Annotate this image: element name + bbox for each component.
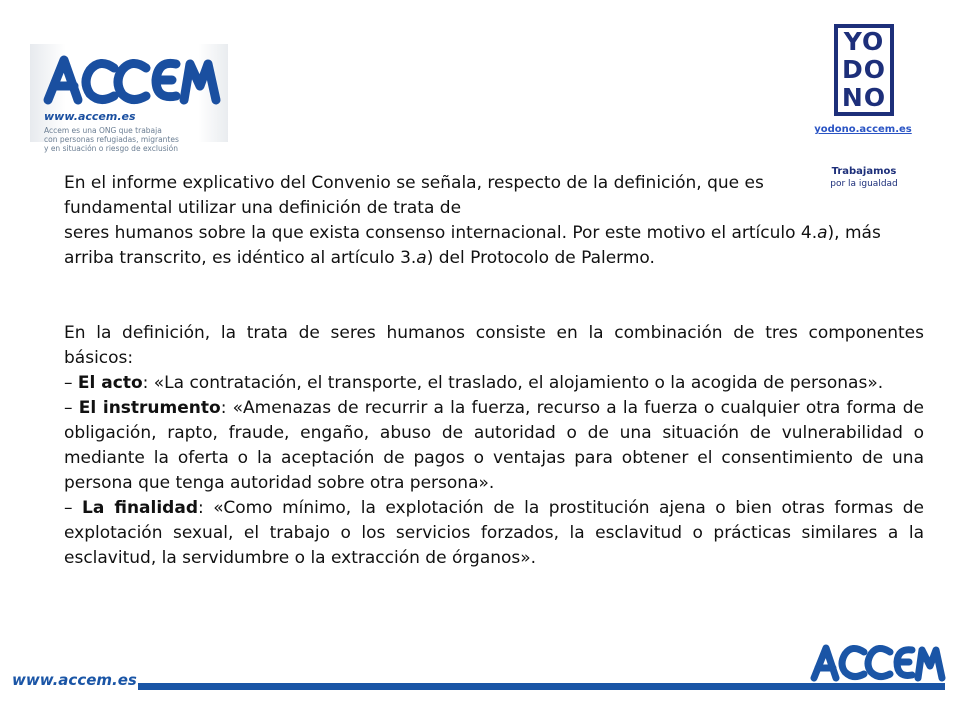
list-item-text: : «La contratación, el transporte, el traslado, el alojamiento o la acogida de personas». bbox=[142, 373, 884, 393]
list-item-label: El acto bbox=[77, 373, 143, 393]
list-dash: – bbox=[64, 398, 79, 418]
list-item bbox=[64, 371, 924, 396]
yodono-link[interactable]: yodono.accem.es bbox=[814, 124, 912, 135]
tagline-line: y en situación o riesgo de exclusión bbox=[44, 144, 179, 153]
list-item bbox=[64, 396, 924, 496]
tagline-line: Accem es una ONG que trabaja bbox=[44, 126, 162, 135]
list-item-text: : «Como mínimo, la explotación de la prostitución ajena o bien otras formas de explotación sexual, el trabajo o los servicios forzados, la esclavitud o prácticas similares a la esclavitud, la servidumbre o la extracción de órganos». bbox=[64, 498, 924, 568]
list-item-text: : «Amenazas de recurrir a la fuerza, recurso a la fuerza o cualquier otra forma de obligación, rapto, fraude, engaño, abuso de autoridad o de una situación de vulnerabilidad o mediante la oferta o la aceptación de pagos o ventajas para obtener el consentimiento de una persona que tenga autoridad sobre otra persona». bbox=[64, 398, 925, 493]
tagline-line: con personas refugiadas, migrantes bbox=[44, 135, 179, 144]
footer-accem-logo-icon bbox=[808, 640, 948, 682]
badge-line-no: NO bbox=[841, 83, 887, 112]
definition-section bbox=[64, 321, 924, 571]
accem-logo-tagline bbox=[44, 126, 224, 153]
list-dash: – bbox=[64, 373, 78, 393]
intro-text-1: seres humanos sobre la que exista consenso internacional. Por este motivo el artículo 4. bbox=[64, 223, 818, 243]
intro-italic-a2: a bbox=[416, 248, 427, 268]
yodono-badge bbox=[834, 24, 894, 116]
badge-line-yo: YO bbox=[843, 27, 885, 56]
slogan-line-1: Trabajamos bbox=[831, 166, 897, 177]
intro-paragraph-rest bbox=[64, 221, 912, 271]
badge-line-do: DO bbox=[841, 55, 886, 84]
footer-brand-text: ACCEM bbox=[808, 640, 812, 641]
intro-text-3: ) del Protocolo de Palermo. bbox=[426, 248, 655, 268]
slogan-line-2: por la igualdad bbox=[830, 179, 898, 189]
accem-logo bbox=[30, 44, 228, 153]
list-item-label: El instrumento bbox=[78, 398, 221, 418]
list-dash: – bbox=[64, 498, 83, 518]
footer-divider bbox=[138, 683, 945, 690]
accem-logo-site: www.accem.es bbox=[44, 110, 136, 123]
yodono-slogan bbox=[802, 165, 926, 191]
list-item-label: La finalidad bbox=[82, 498, 198, 518]
accem-wordmark-icon bbox=[42, 50, 222, 108]
intro-paragraph-lead: En el informe explicativo del Convenio se señala, respecto de la definición, que es fundamental utilizar una definición de trata de bbox=[64, 173, 764, 218]
footer-url[interactable]: www.accem.es bbox=[12, 671, 137, 689]
intro-italic-a1: a bbox=[817, 223, 828, 243]
list-item bbox=[64, 496, 924, 571]
definition-paragraph: En la definición, la trata de seres humanos consiste en la combinación de tres componentes básicos: bbox=[64, 323, 924, 368]
intro-text-2: ), más arriba transcrito, es idéntico al artículo 3. bbox=[64, 223, 881, 268]
accem-logo-text: ACCEM bbox=[42, 50, 46, 51]
